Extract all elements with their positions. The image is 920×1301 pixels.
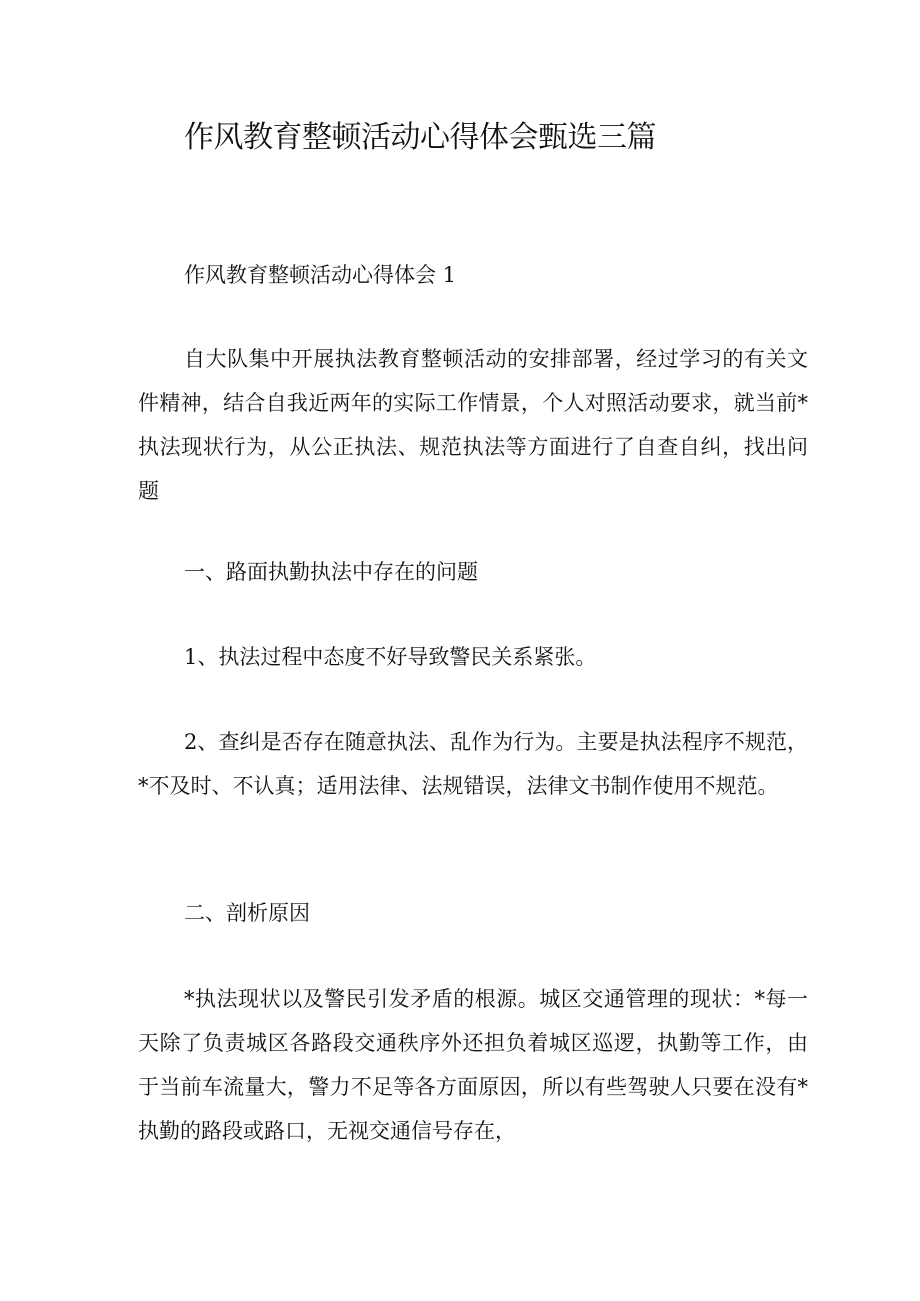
heading-problems: 一、路面执勤执法中存在的问题: [184, 560, 478, 584]
item-2: 2、查纠是否存在随意执法、乱作为行为。主要是执法程序不规范，*不及时、不认真；适用法律、法规错误，法律文书制作使用不规范。: [138, 730, 808, 798]
paragraph-intro: 自大队集中开展执法教育整顿活动的安排部署，经过学习的有关文件精神，结合自我近两年的实际工作情景，个人对照活动要求，就当前*执法现状行为，从公正执法、规范执法等方面进行了自查自纠，找出问题: [138, 347, 808, 503]
item-1: 1、执法过程中态度不好导致警民关系紧张。: [184, 645, 597, 669]
paragraph-causes: *执法现状以及警民引发矛盾的根源。城区交通管理的现状：*每一天除了负责城区各路段交通秩序外还担负着城区巡逻，执勤等工作，由于当前车流量大，警力不足等各方面原因，所以有些驾驶人只要在没有*执勤的路段或路口，无视交通信号存在，: [138, 987, 808, 1143]
heading-causes: 二、剖析原因: [184, 901, 310, 925]
document-title: 作风教育整顿活动心得体会甄选三篇: [184, 120, 656, 155]
section-heading-1: 作风教育整顿活动心得体会 1: [184, 263, 457, 287]
